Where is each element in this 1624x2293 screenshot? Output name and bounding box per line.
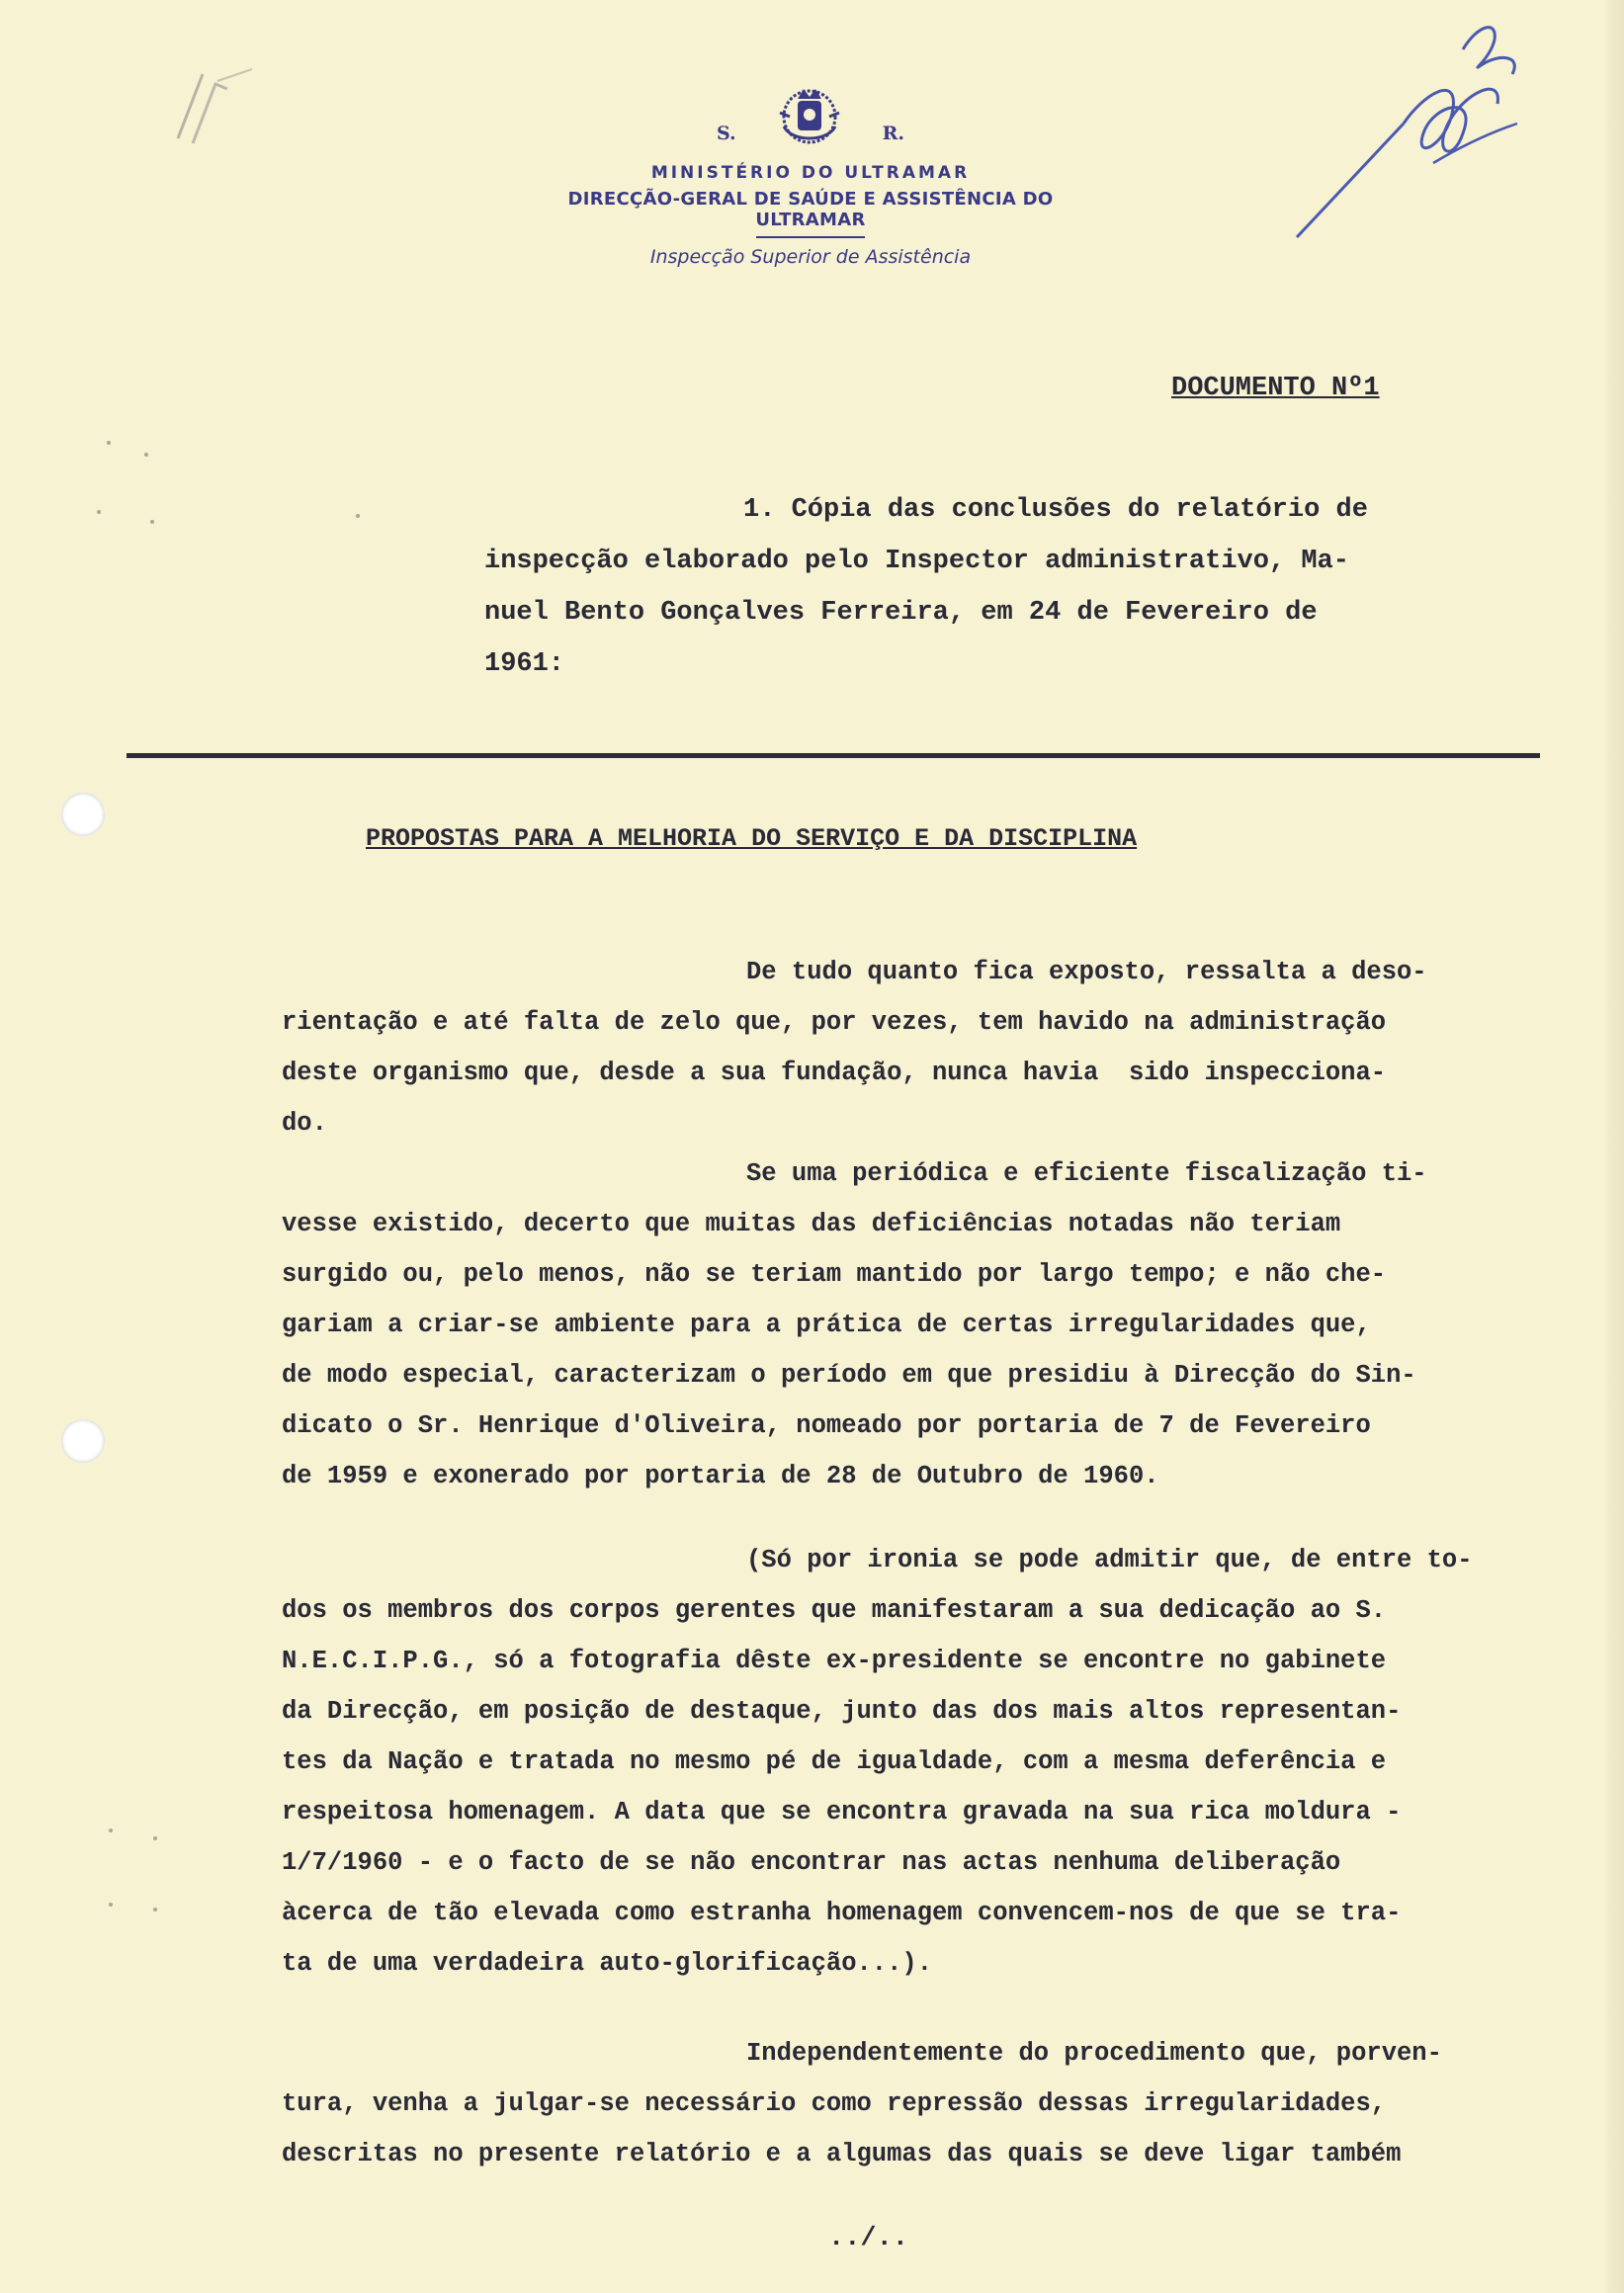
paragraph-line: (Só por ironia se pode admitir que, de entre to- [746, 1546, 1473, 1574]
paragraph-line: vesse existido, decerto que muitas das deficiências notadas não teriam [282, 1210, 1341, 1238]
direccao-title: DIRECÇÃO-GERAL DE SAÚDE E ASSISTÊNCIA DO ULTRAMAR [567, 189, 1054, 230]
paragraph-line: tes da Nação e tratada no mesmo pé de igualdade, com a mesma deferência e [282, 1747, 1387, 1776]
paper-speck [144, 453, 148, 457]
paragraph-line: de 1959 e exonerado por portaria de 28 de Outubro de 1960. [282, 1462, 1159, 1490]
paragraph-line: àcerca de tão elevada como estranha homenagem convencem-nos de que se tra- [282, 1899, 1402, 1927]
paragraph-3 [282, 1535, 1586, 1989]
paper-speck [153, 1908, 157, 1911]
paragraph-line: de modo especial, caracterizam o período em que presidiu à Direcção do Sin- [282, 1361, 1416, 1390]
intro-line: inspecção elaborado pelo Inspector administrativo, Ma- [484, 547, 1349, 576]
paragraph-line: dicato o Sr. Henrique d'Oliveira, nomeado por portaria de 7 de Fevereiro [282, 1411, 1371, 1440]
paragraph-line: respeitosa homenagem. A data que se encontra gravada na sua rica moldura - [282, 1798, 1402, 1826]
paper-speck [107, 441, 111, 445]
paragraph-line: descritas no presente relatório e a algumas das quais se deve ligar também [282, 2140, 1402, 2168]
inspeccao-subtitle: Inspecção Superior de Assistência [649, 246, 972, 268]
paragraph-line: deste organismo que, desde a sua fundação, nunca havia sido inspecciona- [282, 1059, 1387, 1087]
handwritten-mark [158, 59, 277, 158]
intro-line: 1961: [484, 649, 565, 679]
paragraph-line: da Direcção, em posição de destaque, junto das dos mais altos representan- [282, 1697, 1402, 1726]
paragraph-line: dos os membros dos corpos gerentes que manifestaram a sua dedicação ao S. [282, 1596, 1387, 1625]
intro-line: nuel Bento Gonçalves Ferreira, em 24 de Fevereiro de [484, 598, 1318, 628]
letterhead-left-letter: S. [716, 123, 736, 144]
punch-hole-bottom [61, 1419, 105, 1463]
page-edge-shadow [1606, 0, 1624, 2293]
paragraph-line: gariam a criar-se ambiente para a prática de certas irregularidades que, [282, 1311, 1371, 1339]
paragraph-2 [282, 1148, 1586, 1501]
page-continuation-mark: ../.. [828, 2224, 909, 2253]
letterhead [534, 74, 1087, 268]
paragraph-line: rientação e até falta de zelo que, por vezes, tem havido na administração [282, 1008, 1387, 1037]
punch-hole-top [61, 793, 105, 836]
horizontal-separator [127, 753, 1540, 758]
paragraph-line: Se uma periódica e eficiente fiscalização ti- [746, 1159, 1427, 1188]
paper-speck [109, 1828, 113, 1832]
paper-speck [153, 1836, 157, 1840]
section-heading: PROPOSTAS PARA A MELHORIA DO SERVIÇO E DA DISCIPLINA [366, 824, 1138, 853]
signature-icon [1285, 15, 1542, 252]
paper-speck [356, 514, 360, 518]
ministry-title: MINISTÉRIO DO ULTRAMAR [650, 163, 971, 183]
coat-of-arms-icon [772, 77, 847, 150]
paper-speck [97, 510, 101, 514]
paragraph-line: Independentemente do procedimento que, porven- [746, 2039, 1442, 2068]
paragraph-line: N.E.C.I.P.G., só a fotografia dêste ex-presidente se encontre no gabinete [282, 1647, 1387, 1675]
paragraph-line: surgido ou, pelo menos, não se teriam mantido por largo tempo; e não che- [282, 1260, 1387, 1289]
paragraph-line: De tudo quanto fica exposto, ressalta a deso- [746, 958, 1427, 986]
intro-line: 1. Cópia das conclusões do relatório de [743, 495, 1368, 525]
letterhead-right-letter: R. [882, 123, 905, 144]
paragraph-line: tura, venha a julgar-se necessário como repressão dessas irregularidades, [282, 2089, 1387, 2118]
paragraph-line: 1/7/1960 - e o facto de se não encontrar nas actas nenhuma deliberação [282, 1848, 1341, 1877]
intro-block [484, 484, 1413, 690]
paragraph-1 [282, 947, 1586, 1148]
document-number: DOCUMENTO Nº1 [1171, 374, 1380, 403]
letterhead-divider [756, 236, 865, 238]
paragraph-line: do. [282, 1109, 327, 1138]
paragraph-line: ta de uma verdadeira auto-glorificação...). [282, 1949, 933, 1978]
paragraph-4 [282, 2028, 1586, 2179]
paper-speck [109, 1903, 113, 1907]
paper-speck [150, 520, 154, 524]
